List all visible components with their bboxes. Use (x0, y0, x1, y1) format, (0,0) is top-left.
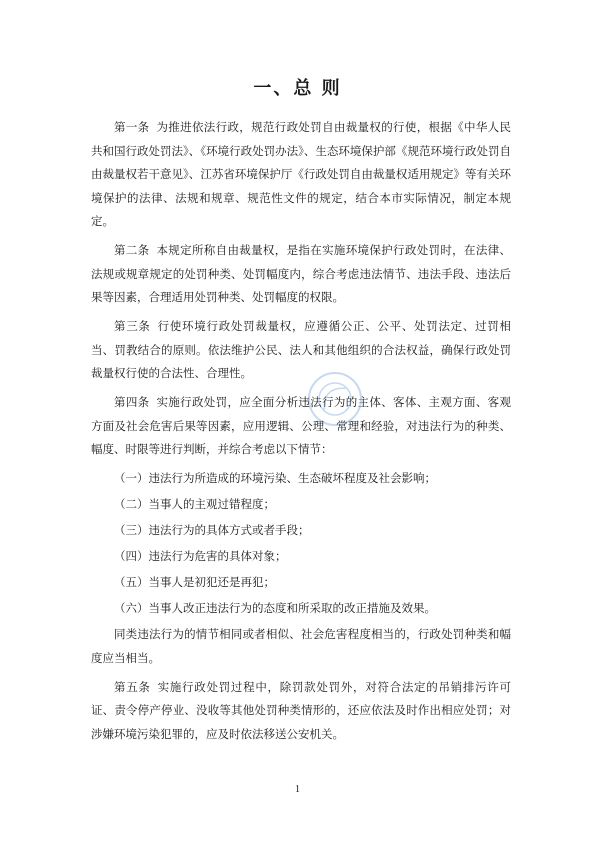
article-5 (91, 676, 511, 747)
article-label: 第一条 (114, 120, 150, 134)
list-item: （二）当事人的主观过错程度； (114, 497, 275, 511)
article-3 (91, 315, 511, 386)
section-title: 一、总 则 (253, 78, 342, 99)
article-text: 为推进依法行政，规范行政处罚自由裁量权的行使，根据《中华人民共和国行政处罚法》、《环境行政处罚办法》、生态环境保护部《规范环境行政处罚自由裁量权若干意见》、江苏省环境保护厅《行政处罚自由裁量权适用规定》等有关环境保护的法律、法规和规章、规范性文件的规定，结合本市实际情况，制定本规定。 (91, 120, 511, 228)
article-label: 第三条 (114, 319, 151, 333)
article-label: 第五条 (114, 679, 151, 694)
list-item: （一）违法行为所造成的环境污染、生态破坏程度及社会影响； (114, 471, 436, 485)
article-text: 实施行政处罚，应全面分析违法行为的主体、客体、主观方面、客观方面及社会危害后果等因素，应用逻辑、公理、常理和经验，对违法行为的种类、幅度、时限等进行判断，并综合考虑以下情节： (91, 395, 511, 456)
article-text: 行使环境行政处罚裁量权，应遵循公正、公平、处罚法定、过罚相当、罚教结合的原则。依法维护公民、法人和其他组织的合法权益，确保行政处罚裁量权行使的合法性、合理性。 (91, 319, 512, 380)
document-body (91, 116, 511, 752)
article-2 (91, 239, 511, 310)
list-item: （五）当事人是初犯还是再犯； (114, 575, 275, 589)
article-label: 第四条 (114, 395, 150, 409)
article-text: 实施行政处罚过程中，除罚款处罚外，对符合法定的吊销排污许可证、责令停产停业、没收等其他处罚种类情形的，还应依法及时作出相应处罚；对涉嫌环境污染犯罪的，应及时依法移送公安机关。 (91, 679, 512, 741)
article-1 (91, 116, 511, 234)
closing-paragraph: 同类违法行为的情节相同或者相似、社会危害程度相当的，行政处罚种类和幅度应当相当。 (91, 627, 511, 665)
page-number: 1 (295, 784, 300, 795)
list-item: （三）违法行为的具体方式或者手段； (114, 523, 310, 537)
list-item: （四）违法行为危害的具体对象； (114, 549, 287, 563)
list-item: （六）当事人改正违法行为的态度和所采取的改正措施及效果。 (114, 601, 436, 615)
article-label: 第二条 (114, 243, 150, 257)
article-text: 本规定所称自由裁量权，是指在实施环境保护行政处罚时，在法律、法规或规章规定的处罚种类、处罚幅度内，综合考虑违法情节、违法手段、违法后果等因素，合理适用处罚种类、处罚幅度的权限。 (91, 243, 511, 304)
